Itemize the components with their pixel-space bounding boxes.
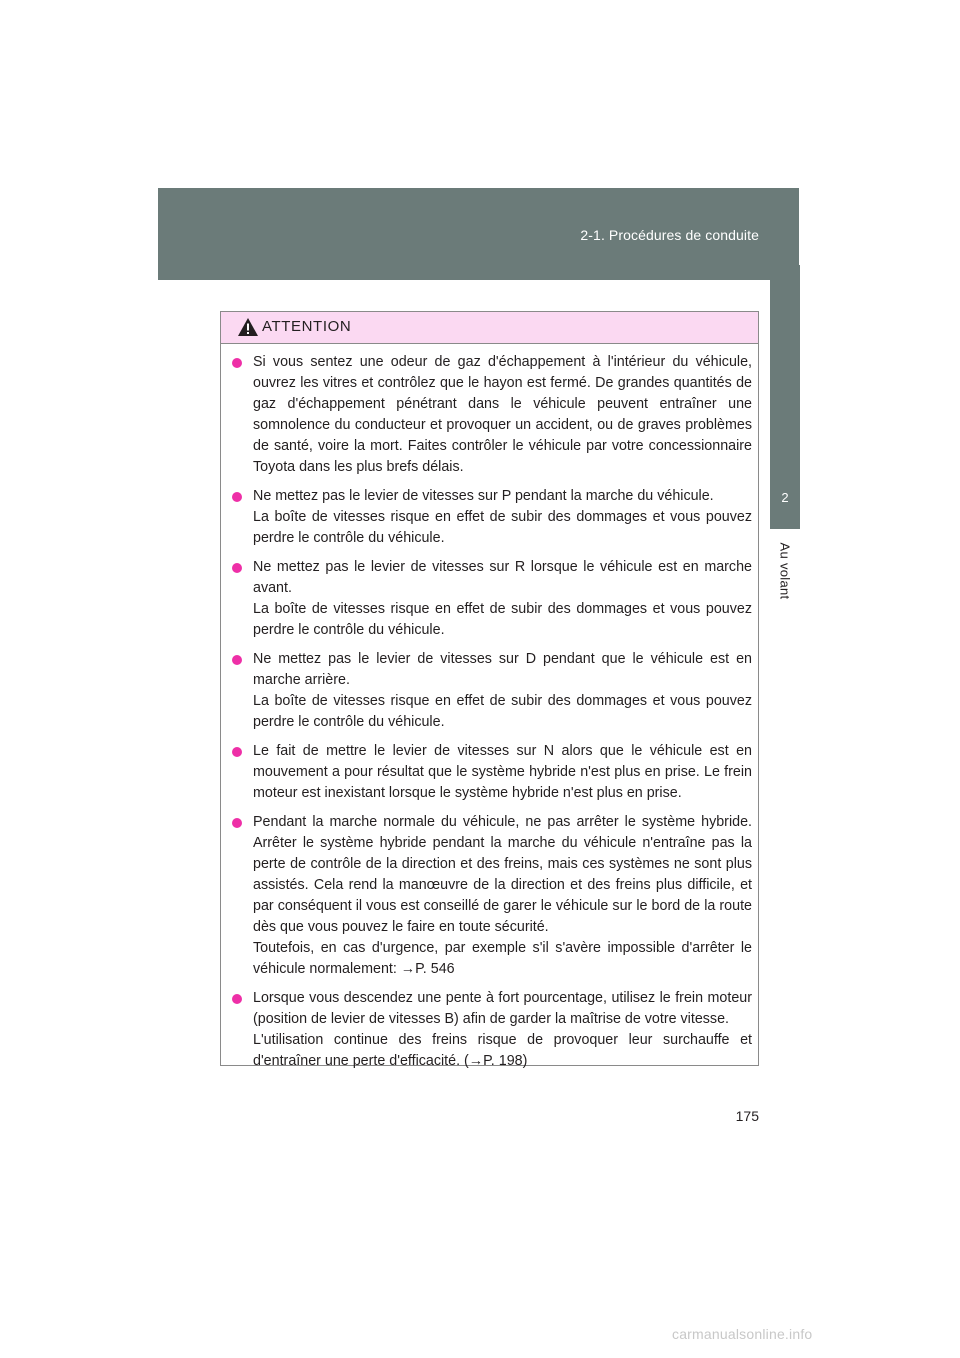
warning-text: L'utilisation continue des freins risque de provoquer leur surchauffe et d'entraîner une perte d'efficacité. (→P. 198) — [253, 1032, 752, 1069]
warning-text: Lorsque vous descendez une pente à fort pourcentage, utilisez le frein moteur (position de levier de vitesses B) afin de garder la maîtrise de votre vitesse. — [253, 990, 752, 1027]
warning-text: Le fait de mettre le levier de vitesses sur N alors que le véhicule est en mouvement a pour résultat que le système hybride n'est plus en prise. Le frein moteur est inexistant lorsque le système hybride n'est plus en prise. — [253, 743, 752, 801]
warning-title: ATTENTION — [262, 318, 352, 335]
chapter-label-text: Au volant — [777, 542, 793, 600]
warning-text: Ne mettez pas le levier de vitesses sur D pendant que le véhicule est en marche arrière. — [253, 651, 752, 688]
warning-item — [232, 352, 752, 478]
chapter-tab — [770, 265, 800, 529]
warning-text: Ne mettez pas le levier de vitesses sur R lorsque le véhicule est en marche avant. — [253, 559, 752, 596]
watermark: carmanualsonline.info — [672, 1326, 813, 1342]
warning-item — [232, 649, 752, 733]
header-band — [158, 188, 799, 280]
warning-text: Ne mettez pas le levier de vitesses sur P pendant la marche du véhicule. — [253, 488, 714, 504]
bullet-icon — [232, 358, 242, 368]
chapter-label — [770, 535, 800, 607]
warning-header — [221, 312, 758, 344]
bullet-icon — [232, 563, 242, 573]
warning-box — [220, 311, 759, 1069]
warning-item — [232, 812, 752, 980]
chapter-number: 2 — [781, 490, 789, 505]
bullet-icon — [232, 747, 242, 757]
warning-text: La boîte de vitesses risque en effet de subir des dommages et vous pouvez perdre le contrôle du véhicule. — [253, 509, 752, 546]
bullet-icon — [232, 492, 242, 502]
warning-item — [232, 486, 752, 549]
warning-text: Si vous sentez une odeur de gaz d'échappement à l'intérieur du véhicule, ouvrez les vitres et contrôlez que le hayon est fermé. De grandes quantités de gaz d'échappement pénétrant dans le véhicule peuvent entraîner une somnolence du conducteur et provoquer un accident, ou de graves problèmes de santé, voire la mort. Faites contrôler le véhicule par votre concessionnaire Toyota dans les plus brefs délais. — [253, 354, 752, 475]
bullet-icon — [232, 818, 242, 828]
warning-text: La boîte de vitesses risque en effet de subir des dommages et vous pouvez perdre le contrôle du véhicule. — [253, 693, 752, 730]
bullet-icon — [232, 994, 242, 1004]
warning-text: Toutefois, en cas d'urgence, par exemple s'il s'avère impossible d'arrêter le véhicule normalement: →P. 546 — [253, 940, 752, 977]
warning-text: La boîte de vitesses risque en effet de subir des dommages et vous pouvez perdre le contrôle du véhicule. — [253, 601, 752, 638]
page-number: 175 — [735, 1108, 759, 1124]
warning-item — [232, 988, 752, 1072]
warning-item — [232, 741, 752, 804]
warning-text: Pendant la marche normale du véhicule, ne pas arrêter le système hybride. Arrêter le système hybride pendant la marche du véhicule n'entraîne pas la perte de contrôle de la direction et des freins, mais ces systèmes ne sont plus assistés. Cela rend la manœuvre de la direction et des freins plus difficile, et par conséquent il vous est conseillé de garer le véhicule sur le bord de la route dès que vous pouvez le faire en toute sécurité. — [253, 814, 752, 935]
warning-triangle-icon — [237, 317, 259, 337]
section-title: 2-1. Procédures de conduite — [580, 227, 759, 243]
warning-list — [221, 344, 758, 1072]
warning-item — [232, 557, 752, 641]
bullet-icon — [232, 655, 242, 665]
